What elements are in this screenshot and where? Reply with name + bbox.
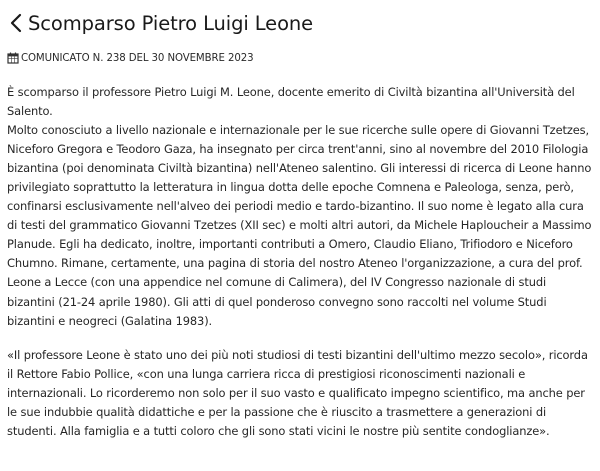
chevron-left-icon — [10, 13, 22, 33]
article-body — [7, 83, 592, 441]
article-paragraph: Molto conosciuto a livello nazionale e internazionale per le sue ricerche sulle opere di Giovanni Tzetzes, Niceforo Gregora e Teodoro Gaza, ha insegnato per circa trent'anni, sino al novembre del 2010 Filologia bizantina (poi denominata Civiltà bizantina) nell'Ateneo salentino. Gli interessi di ricerca di Leone hanno privilegiato soprattutto la letteratura in lingua dotta delle epoche Comnena e Paleologa, senza, però, confinarsi esclusivamente nell'alveo dei periodi medio e tardo-bizantino. Il suo nome è legato alla cura di testi del grammatico Giovanni Tzetzes (XII sec) e molti altri autori, da Michele Haploucheir a Massimo Planude. Egli ha dedicato, inoltre, importanti contributi a Omero, Claudio Eliano, Trifiodoro e Niceforo Chumno. Rimane, certamente, una pagina di storia del nostro Ateneo l'organizzazione, a cura del prof. Leone a Lecce (con una appendice nel comune di Calimera), del IV Congresso nazionale di studi bizantini (21-24 aprile 1980). Gli atti di quel ponderoso convegno sono raccolti nel volume Studi bizantini e neogreci (Galatina 1983). — [7, 123, 592, 328]
rector-quote-paragraph: «Il professore Leone è stato uno dei più noti studiosi di testi bizantini dell'ultimo mezzo secolo», ricorda il Rettore Fabio Pollice, «con una lunga carriera ricca di prestigiosi riconoscimenti nazionali e internazionali. Lo ricorderemo non solo per il suo vasto e qualificato impegno scientifico, ma anche per le sue indubbie qualità didattiche e per la passione che è riuscito a trasmettere a generazioni di studenti. Alla famiglia e a tutti coloro che gli sono stati vicini le nostre più sentite condoglianze». — [7, 347, 588, 438]
calendar-icon — [7, 52, 19, 64]
article-paragraph: È scomparso il professore Pietro Luigi M. Leone, docente emerito di Civiltà bizantina all'Università del Salento. — [7, 85, 575, 119]
communique-label: COMUNICATO N. 238 DEL 30 NOVEMBRE 2023 — [21, 52, 254, 64]
communique-meta — [7, 50, 592, 66]
back-button[interactable] — [7, 8, 25, 38]
page-header — [7, 0, 592, 40]
page-title: Scomparso Pietro Luigi Leone — [28, 11, 314, 35]
